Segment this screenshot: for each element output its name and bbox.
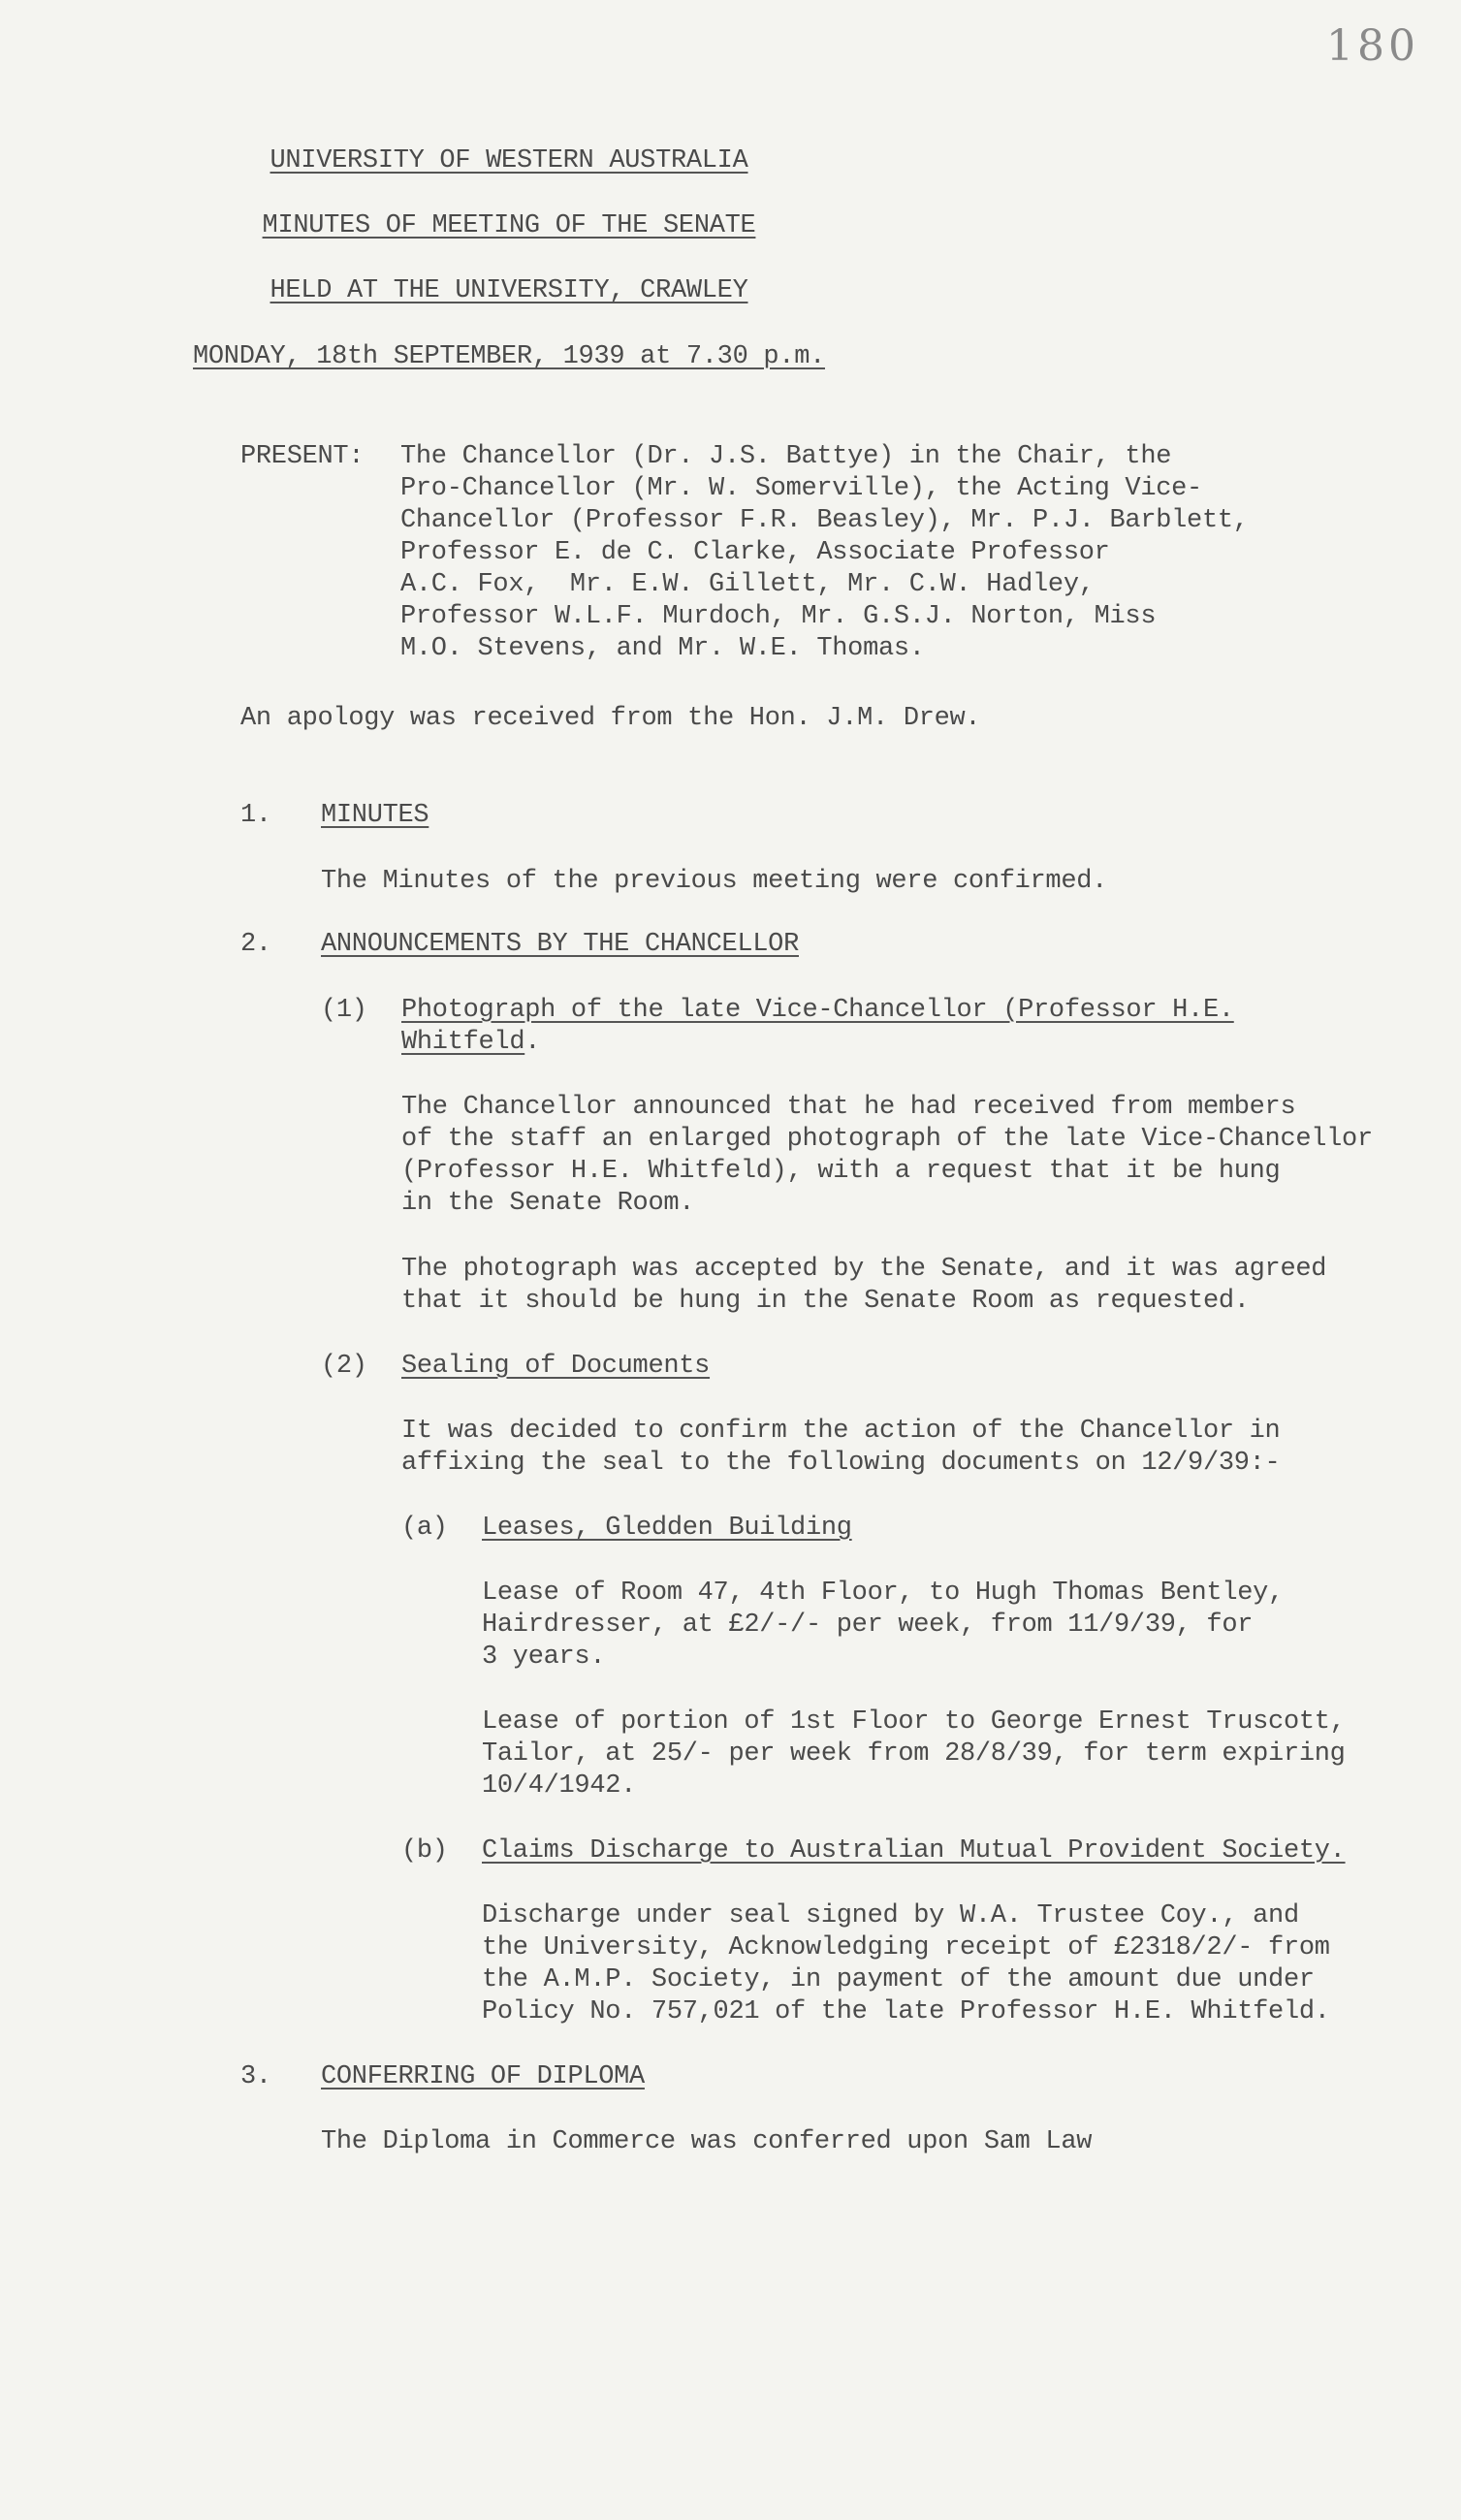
paragraph-line: of the staff an enlarged photograph of the late Vice-Chancellor <box>401 1125 1373 1154</box>
document-letter: (b) <box>401 1836 448 1866</box>
subitem-title: Sealing of Documents <box>401 1352 711 1381</box>
present-label: PRESENT: <box>240 442 365 471</box>
present-line: Pro-Chancellor (Mr. W. Somerville), the Acting Vice- <box>400 474 1202 503</box>
apology-text: An apology was received from the Hon. J.M. Drew. <box>240 704 981 733</box>
header-date: MONDAY, 18th SEPTEMBER, 1939 at 7.30 p.m. <box>192 342 825 371</box>
item-number: 1. <box>240 801 271 830</box>
paragraph-line: that it should be hung in the Senate Room as requested. <box>401 1287 1250 1316</box>
item-title: CONFERRING OF DIPLOMA <box>321 2062 645 2091</box>
paragraph-line: (Professor H.E. Whitfeld), with a request that it be hung <box>401 1157 1281 1186</box>
paragraph-line: The Chancellor announced that he had received from members <box>401 1093 1296 1122</box>
paragraph-line: The photograph was accepted by the Senate, and it was agreed <box>401 1255 1327 1284</box>
item-number: 3. <box>240 2062 271 2091</box>
header-minutes-title: MINUTES OF MEETING OF THE SENATE <box>262 211 756 240</box>
document-title: Leases, Gledden Building <box>482 1514 852 1543</box>
header-university: UNIVERSITY OF WESTERN AUSTRALIA <box>270 146 748 175</box>
present-line: Professor E. de C. Clarke, Associate Professor <box>400 538 1110 567</box>
page-number: 180 <box>1326 21 1419 71</box>
present-line: A.C. Fox, Mr. E.W. Gillett, Mr. C.W. Hadley, <box>400 570 1095 599</box>
item-title: ANNOUNCEMENTS BY THE CHANCELLOR <box>321 930 799 959</box>
subitem-number: (1) <box>321 996 367 1025</box>
paragraph-line: affixing the seal to the following documents on 12/9/39:- <box>401 1449 1281 1478</box>
present-line: M.O. Stevens, and Mr. W.E. Thomas. <box>400 634 925 663</box>
paragraph-line: in the Senate Room. <box>401 1189 695 1218</box>
paragraph-line: Lease of Room 47, 4th Floor, to Hugh Thomas Bentley, <box>482 1579 1284 1608</box>
subitem-number: (2) <box>321 1352 367 1381</box>
subitem-title: Photograph of the late Vice-Chancellor (Professor H.E. <box>401 996 1234 1025</box>
present-line: Chancellor (Professor F.R. Beasley), Mr. P.J. Barblett, <box>400 506 1249 535</box>
paragraph-line: 3 years. <box>482 1643 606 1672</box>
document-letter: (a) <box>401 1514 448 1543</box>
subitem-title-line2 <box>401 1027 540 1059</box>
paragraph-line: Discharge under seal signed by W.A. Trustee Coy., and <box>482 1901 1299 1930</box>
paragraph-line: Tailor, at 25/- per week from 28/8/39, for term expiring <box>482 1739 1346 1769</box>
paragraph-line: Hairdresser, at £2/-/- per week, from 11/9/39, for <box>482 1611 1254 1640</box>
paragraph-line: the University, Acknowledging receipt of £2318/2/- from <box>482 1933 1330 1962</box>
document-title: Claims Discharge to Australian Mutual Provident Society. <box>482 1836 1346 1866</box>
item-body: The Diploma in Commerce was conferred upon Sam Law <box>321 2127 1093 2156</box>
subitem-title-cont: Whitfeld <box>401 1028 525 1057</box>
present-line: The Chancellor (Dr. J.S. Battye) in the Chair, the <box>400 442 1172 471</box>
paragraph-line: Policy No. 757,021 of the late Professor H.E. Whitfeld. <box>482 1997 1330 2026</box>
subitem-title-suffix: . <box>524 1028 541 1057</box>
paragraph-line: 10/4/1942. <box>482 1771 637 1801</box>
paragraph-line: the A.M.P. Society, in payment of the amount due under <box>482 1965 1315 1994</box>
header-location: HELD AT THE UNIVERSITY, CRAWLEY <box>270 276 748 305</box>
paragraph-line: Lease of portion of 1st Floor to George Ernest Truscott, <box>482 1707 1346 1737</box>
item-number: 2. <box>240 930 271 959</box>
item-body: The Minutes of the previous meeting were confirmed. <box>321 867 1108 896</box>
paragraph-line: It was decided to confirm the action of the Chancellor in <box>401 1417 1281 1446</box>
item-title: MINUTES <box>321 801 429 830</box>
present-line: Professor W.L.F. Murdoch, Mr. G.S.J. Norton, Miss <box>400 602 1157 631</box>
